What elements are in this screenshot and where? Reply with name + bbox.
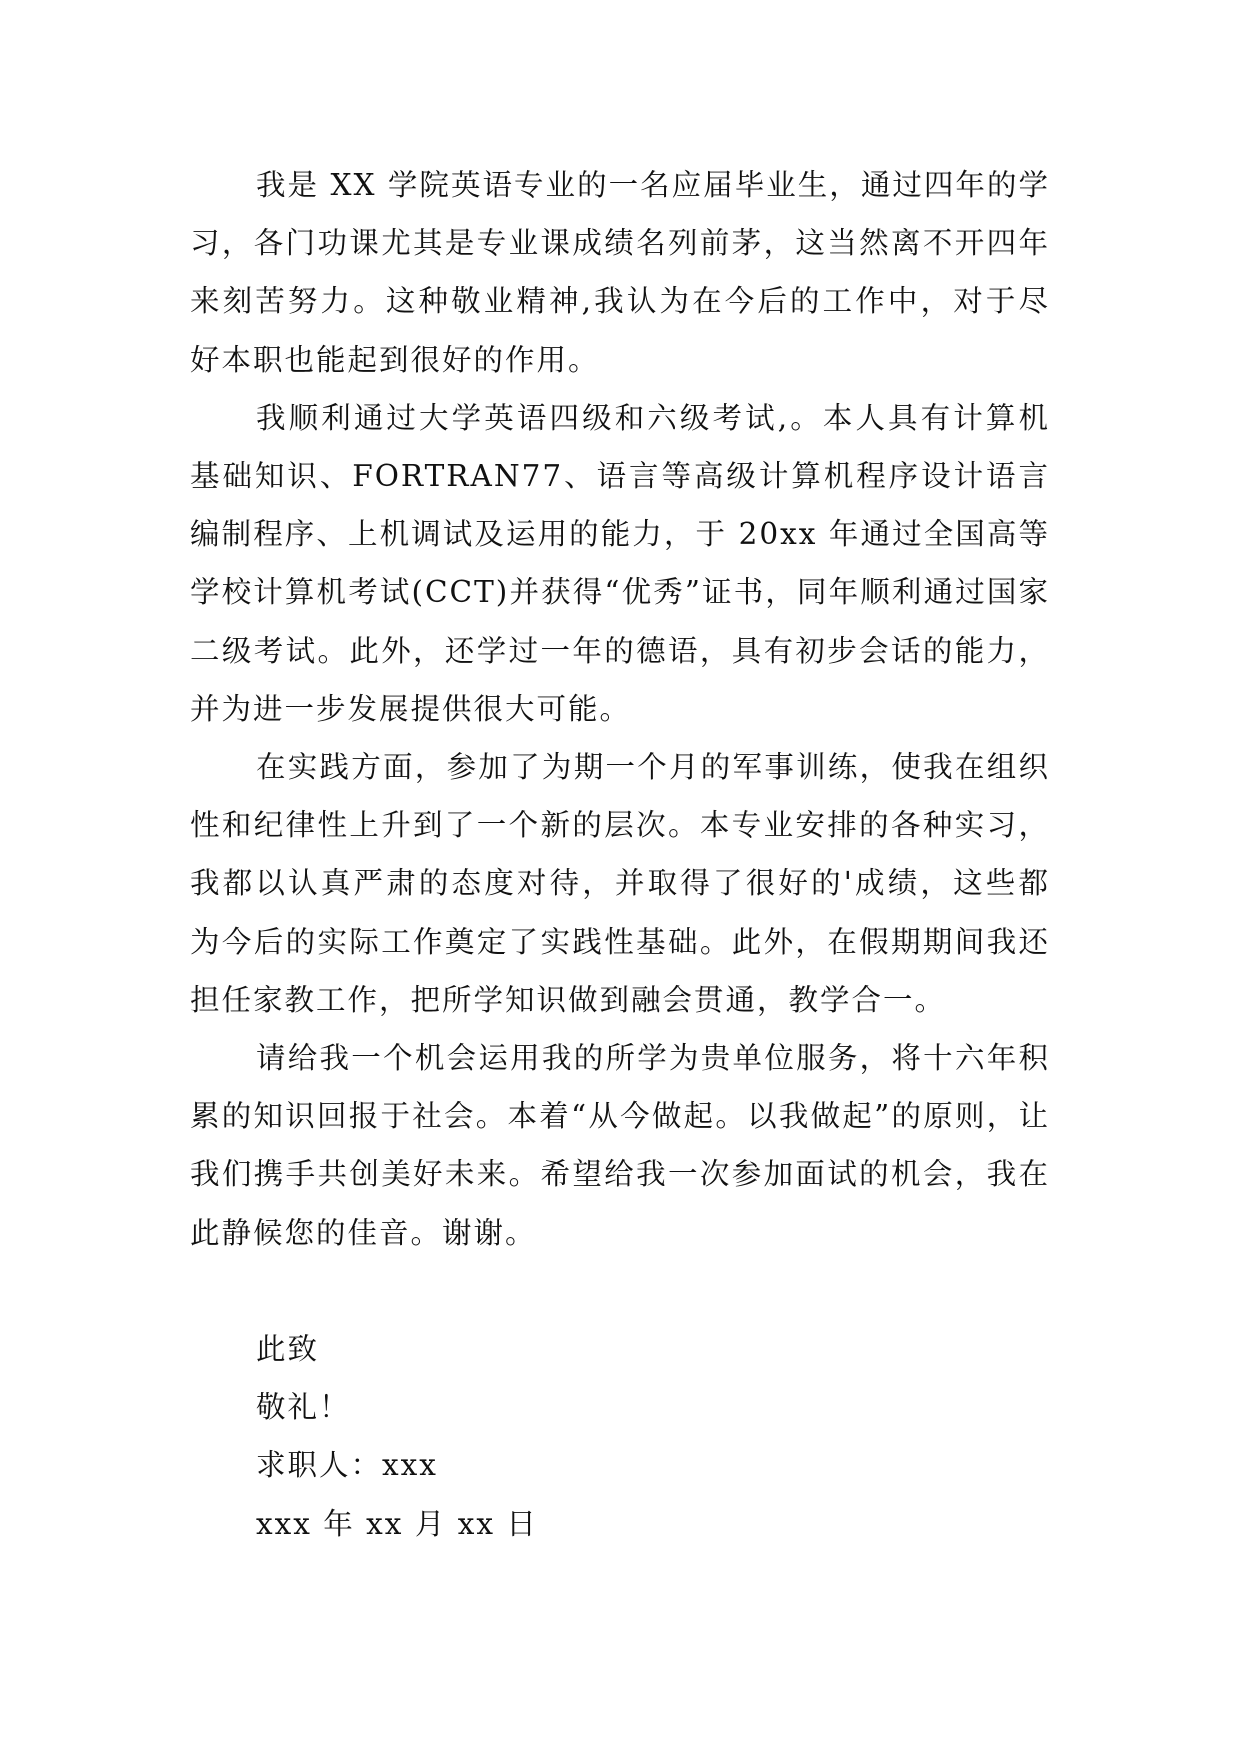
closing-salutation: 此致: [256, 1332, 320, 1366]
letter-body: [190, 156, 1050, 1262]
paragraph-practice: 在实践方面，参加了为期一个月的军事训练，使我在组织性和纪律性上升到了一个新的层次。本专业安排的各种实习，我都以认真严肃的态度对待，并取得了很好的'成绩，这些都为今后的实际工作奠定了实践性基础。此外，在假期期间我还担任家教工作，把所学知识做到融会贯通，教学合一。: [190, 750, 1050, 1017]
paragraph-request: 请给我一个机会运用我的所学为贵单位服务，将十六年积累的知识回报于社会。本着“从今做起。以我做起”的原则，让我们携手共创美好未来。希望给我一次参加面试的机会，我在此静候您的佳音。谢谢。: [190, 1041, 1050, 1250]
paragraph-skills: 我顺利通过大学英语四级和六级考试,。本人具有计算机基础知识、FORTRAN77、语言等高级计算机程序设计语言编制程序、上机调试及运用的能力，于 20xx 年通过全国高等学校计算机考试(CCT)并获得“优秀”证书，同年顺利通过国家二级考试。此外，还学过一年的德语，具有初步会话的能力，并为进一步发展提供很大可能。: [190, 400, 1050, 726]
paragraph-education: 我是 XX 学院英语专业的一名应届毕业生，通过四年的学习，各门功课尤其是专业课成绩名列前茅，这当然离不开四年来刻苦努力。这种敬业精神,我认为在今后的工作中，对于尽好本职也能起到很好的作用。: [190, 168, 1050, 377]
letter-closing: [256, 1320, 956, 1553]
closing-regards: 敬礼！: [256, 1390, 351, 1425]
date-line: xxx 年 xx 月 xx 日: [256, 1506, 538, 1541]
signature-line: 求职人：xxx: [256, 1448, 438, 1483]
